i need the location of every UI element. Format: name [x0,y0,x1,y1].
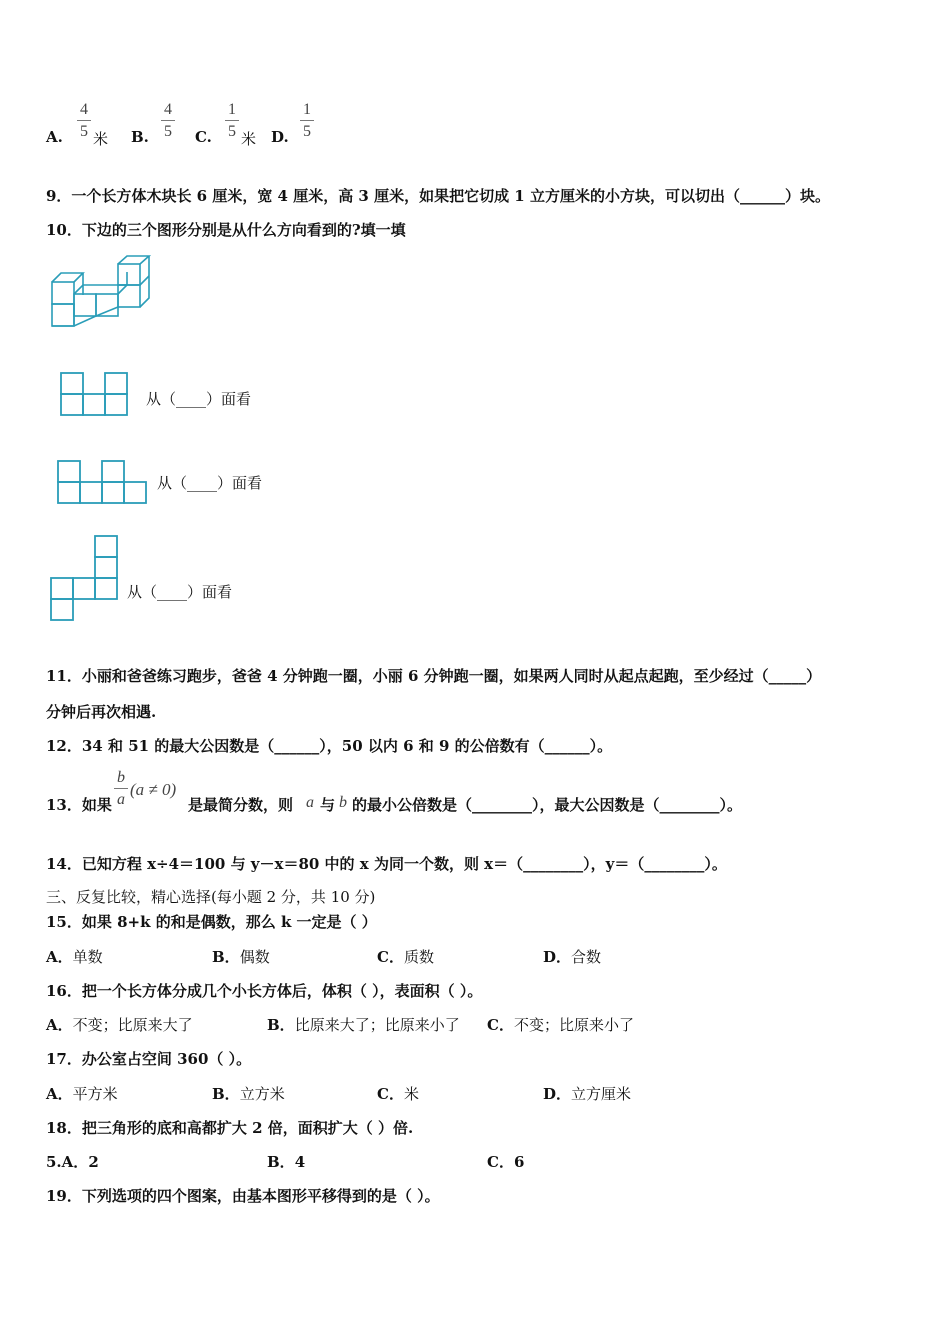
question-18: 18．把三角形的底和高都扩大 2 倍，面积扩大（ ）倍. [46,1119,414,1137]
option-label: D． [543,1085,572,1103]
fraction-denominator: 5 [80,123,88,140]
question-12: 12．34 和 51 的最大公因数是（______），50 以内 6 和 9 的公倍数有（______）。 [46,737,613,755]
option-text: 质数 [403,948,434,966]
q16-option-b [267,1015,460,1035]
question-11-line-1: 11．小丽和爸爸练习跑步，爸爸 4 分钟跑一圈，小丽 6 分钟跑一圈，如果两人同时从起点起跑，至少经过（_____） [46,667,822,685]
q17-option-b [212,1084,285,1104]
q18-option-b [267,1152,305,1172]
q17-option-d [543,1084,631,1104]
option-label: 5.A． [46,1153,89,1171]
q18-option-c [487,1152,524,1172]
q17-option-c [377,1084,419,1104]
option-text: 米 [403,1085,419,1103]
view-figure-3 [50,535,118,621]
option-text: 比原来大了；比原来小了 [294,1016,460,1034]
question-10-title: 10．下边的三个图形分别是从什么方向看到的?填一填 [46,221,406,239]
view-1-label: 从（____）面看 [146,390,252,408]
option-label: C． [377,1085,404,1103]
question-14: 14．已知方程 x÷4＝100 与 y－x＝80 中的 x 为同一个数，则 x＝（________），y＝（________）。 [46,855,727,873]
question-11-line-2: 分钟后再次相遇. [46,703,157,721]
q13-and: 与 [320,796,336,814]
q13-condition: (a ≠ 0) [130,780,177,799]
option-label: A． [46,948,73,966]
option-label: D． [543,948,572,966]
view-figure-2 [57,460,147,504]
question-19: 19．下列选项的四个图案，由基本图形平移得到的是（ ）。 [46,1187,440,1205]
q13-var-b: b [339,794,347,811]
q8-option-c-label: C. [195,128,212,146]
cube-stack-figure [50,254,150,328]
option-label: B． [267,1016,295,1034]
option-text: 6 [513,1153,525,1171]
view-3-label: 从（____）面看 [127,583,233,601]
q15-option-c [377,947,434,967]
option-label: C． [487,1016,514,1034]
fraction-numerator: 1 [303,101,311,118]
fraction-denominator: 5 [228,123,236,140]
option-label: B． [267,1153,295,1171]
option-text: 4 [294,1153,306,1171]
q15-option-d [543,947,601,967]
q17-option-a [46,1084,118,1104]
q8-option-b-fraction [161,101,175,141]
option-text: 立方厘米 [571,1085,632,1103]
option-text: 不变；比原来大了 [72,1016,193,1034]
option-label: B． [212,1085,240,1103]
q16-option-a [46,1015,193,1035]
q8-option-d-label: D. [271,128,289,146]
option-text: 不变；比原来小了 [513,1016,634,1034]
option-label: A． [46,1085,73,1103]
q13-suffix: 的最小公倍数是（________），最大公因数是（________）。 [352,796,743,814]
q13-mid: 是最简分数，则 [188,796,294,814]
option-label: C． [487,1153,514,1171]
fraction-numerator: 1 [228,101,236,118]
question-16: 16．把一个长方体分成几个小长方体后，体积（ ），表面积（ ）。 [46,982,483,1000]
q8-option-b-label: B. [131,128,149,146]
option-label: C． [377,948,404,966]
fraction-denominator: 5 [303,123,311,140]
q13-prefix: 13．如果 [46,796,112,814]
option-text: 立方米 [239,1085,285,1103]
fraction-denominator: 5 [164,123,172,140]
q8-option-c-unit: 米 [241,130,257,148]
view-figure-1 [60,372,128,416]
q18-option-a [46,1152,99,1172]
q15-option-a [46,947,103,967]
q8-option-c-fraction [225,101,239,141]
option-text: 合数 [571,948,602,966]
q8-option-d-fraction [300,101,314,141]
q13-fraction [114,769,128,809]
option-label: B． [212,948,240,966]
section-3-heading: 三、反复比较，精心选择(每小题 2 分，共 10 分) [46,888,376,906]
option-label: A． [46,1016,73,1034]
question-9: 9．一个长方体木块长 6 厘米，宽 4 厘米，高 3 厘米，如果把它切成 1 立方厘米的小方块，可以切出（______）块。 [46,187,830,205]
fraction-numerator: 4 [80,101,88,118]
question-17: 17．办公室占空间 360（ ）。 [46,1050,252,1068]
view-2-label: 从（____）面看 [157,474,263,492]
q8-option-a-label: A. [46,128,63,146]
option-text: 单数 [72,948,103,966]
option-text: 平方米 [72,1085,118,1103]
q13-var-a: a [306,794,314,811]
q16-option-c [487,1015,634,1035]
q8-option-a-fraction [77,101,91,141]
option-text: 2 [88,1153,99,1171]
fraction-numerator: b [117,769,125,786]
question-15: 15．如果 8+k 的和是偶数，那么 k 一定是（ ） [46,913,377,931]
fraction-numerator: 4 [164,101,172,118]
fraction-denominator: a [117,791,125,808]
q15-option-b [212,947,270,967]
q8-option-a-unit: 米 [93,130,109,148]
option-text: 偶数 [239,948,270,966]
